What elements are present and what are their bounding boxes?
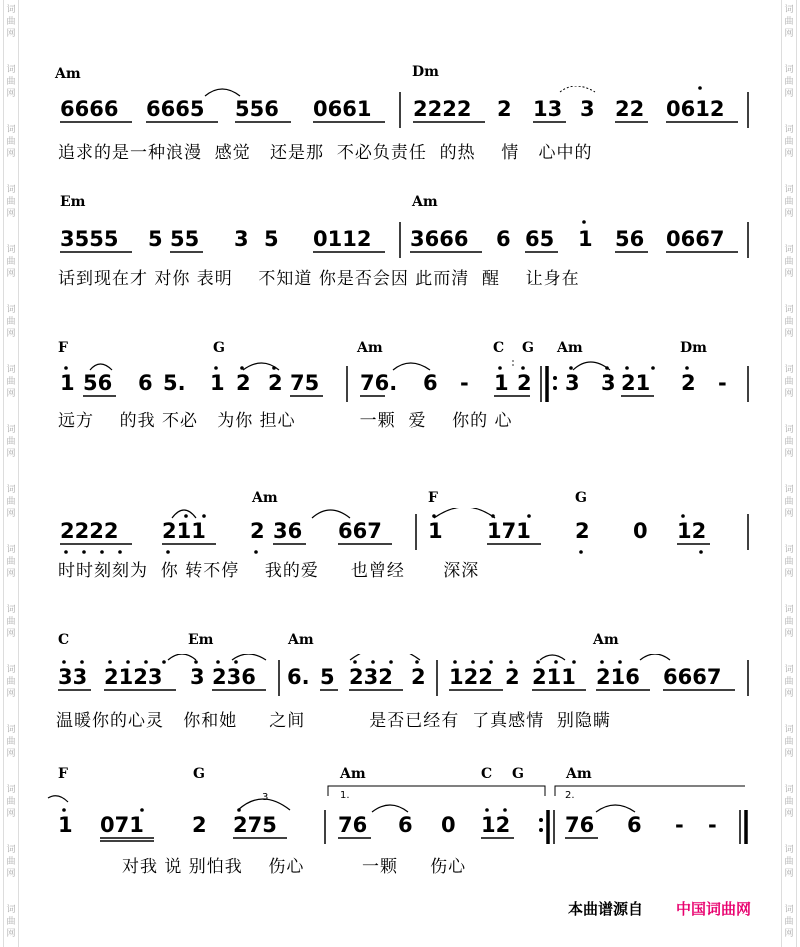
svg-text:0: 0 bbox=[441, 813, 456, 837]
chord-symbol: C bbox=[58, 632, 70, 648]
svg-text:071: 071 bbox=[100, 813, 144, 837]
svg-text:36: 36 bbox=[273, 519, 303, 543]
watermark-text: 词 曲 网 bbox=[784, 425, 794, 459]
svg-text:55: 55 bbox=[170, 227, 200, 251]
notation-svg bbox=[0, 654, 800, 714]
svg-text:1: 1 bbox=[578, 227, 593, 251]
watermark-text: 词 曲 网 bbox=[784, 125, 794, 159]
svg-text:2: 2 bbox=[250, 519, 265, 543]
notation-svg bbox=[0, 86, 800, 146]
svg-text:6: 6 bbox=[138, 371, 153, 395]
chord-symbol: C bbox=[493, 340, 505, 356]
watermark-text: 词 曲 网 bbox=[6, 125, 16, 159]
chord-symbol: Am bbox=[412, 194, 438, 210]
svg-text:2: 2 bbox=[505, 665, 520, 689]
numbered-notation bbox=[0, 216, 800, 276]
lyric-line: 话到现在才 对你 表明 不知道 你是否会因 此而清 醒 让身在 bbox=[58, 269, 580, 289]
svg-text:2123: 2123 bbox=[104, 665, 163, 689]
svg-text:3555: 3555 bbox=[60, 227, 119, 251]
svg-text:76: 76 bbox=[338, 813, 368, 837]
svg-text:2: 2 bbox=[681, 371, 696, 395]
watermark-text: 词 曲 网 bbox=[784, 305, 794, 339]
chord-symbol: Am bbox=[55, 66, 81, 82]
watermark-text: 词 曲 网 bbox=[784, 605, 794, 639]
svg-text:5: 5 bbox=[148, 227, 163, 251]
chord-symbol: G bbox=[213, 340, 225, 356]
watermark-text: 词 曲 网 bbox=[784, 845, 794, 879]
watermark-text: 词 曲 网 bbox=[6, 905, 16, 939]
numbered-notation bbox=[0, 654, 800, 714]
svg-text:76.: 76. bbox=[360, 371, 398, 395]
watermark-text: 词 曲 网 bbox=[784, 65, 794, 99]
lyric-line: 时时刻刻为 你 转不停 我的爱 也曾经 深深 bbox=[58, 561, 480, 581]
chord-symbol: G bbox=[193, 766, 205, 782]
svg-text:216: 216 bbox=[596, 665, 640, 689]
svg-text:6667: 6667 bbox=[663, 665, 722, 689]
svg-text:2222: 2222 bbox=[60, 519, 119, 543]
score-row-4 bbox=[0, 488, 800, 618]
svg-text:1: 1 bbox=[494, 371, 509, 395]
svg-text:-: - bbox=[718, 371, 727, 395]
chord-symbol: Am bbox=[557, 340, 583, 356]
chord-symbol: F bbox=[58, 340, 68, 356]
svg-text:0: 0 bbox=[633, 519, 648, 543]
chord-symbol: Am bbox=[288, 632, 314, 648]
svg-text:6: 6 bbox=[423, 371, 438, 395]
watermark-text: 词 曲 网 bbox=[6, 485, 16, 519]
notation-svg bbox=[0, 508, 800, 568]
chord-symbol: Am bbox=[566, 766, 592, 782]
score-row-2 bbox=[0, 192, 800, 322]
svg-text:56: 56 bbox=[615, 227, 645, 251]
watermark-text: 词 曲 网 bbox=[6, 665, 16, 699]
svg-text:2: 2 bbox=[192, 813, 207, 837]
numbered-notation bbox=[0, 784, 800, 844]
svg-text:12: 12 bbox=[677, 519, 707, 543]
watermark-text: 词 曲 网 bbox=[6, 185, 16, 219]
svg-text:1: 1 bbox=[58, 813, 73, 837]
watermark-text: 词 曲 网 bbox=[6, 365, 16, 399]
watermark-text: 词 曲 网 bbox=[784, 785, 794, 819]
watermark-text: 词 曲 网 bbox=[784, 5, 794, 39]
site-link[interactable]: 中国词曲网 bbox=[676, 900, 752, 918]
watermark-text: 词 曲 网 bbox=[6, 545, 16, 579]
chord-symbol: F bbox=[58, 766, 68, 782]
chord-symbol: C bbox=[481, 766, 493, 782]
svg-text:3: 3 bbox=[565, 371, 580, 395]
svg-text:2: 2 bbox=[517, 371, 532, 395]
svg-text:2: 2 bbox=[268, 371, 283, 395]
svg-text:12: 12 bbox=[481, 813, 511, 837]
svg-text:2: 2 bbox=[497, 97, 512, 121]
chord-symbol: Am bbox=[340, 766, 366, 782]
chord-symbol: G bbox=[575, 490, 587, 506]
score-row-3 bbox=[0, 338, 800, 468]
chord-symbol: Dm bbox=[680, 340, 707, 356]
svg-text:6: 6 bbox=[398, 813, 413, 837]
lyric-line: 追求的是一种浪漫 感觉 还是那 不必负责任 的热 情 心中的 bbox=[58, 143, 593, 163]
svg-text:275: 275 bbox=[233, 813, 277, 837]
svg-text:13: 13 bbox=[533, 97, 563, 121]
volta-second: 2. bbox=[565, 790, 575, 801]
svg-text:211: 211 bbox=[162, 519, 206, 543]
watermark-text: 词 曲 网 bbox=[6, 305, 16, 339]
svg-text:171: 171 bbox=[487, 519, 531, 543]
svg-text:122: 122 bbox=[449, 665, 493, 689]
score-row-5 bbox=[0, 630, 800, 760]
watermark-text: 词 曲 网 bbox=[784, 725, 794, 759]
notation-svg bbox=[0, 784, 800, 844]
chord-symbol: G bbox=[512, 766, 524, 782]
watermark-text: 词 曲 网 bbox=[6, 425, 16, 459]
numbered-notation bbox=[0, 86, 800, 146]
svg-text:3: 3 bbox=[262, 792, 269, 803]
chord-symbol: F bbox=[428, 490, 438, 506]
svg-text:-: - bbox=[675, 813, 684, 837]
svg-text:0112: 0112 bbox=[313, 227, 372, 251]
lyric-line: 温暖你的心灵 你和她 之间 是否已经有 了真感情 别隐瞒 bbox=[56, 711, 611, 731]
watermark-text: 词 曲 网 bbox=[6, 845, 16, 879]
chord-symbol: Em bbox=[188, 632, 214, 648]
chord-symbol: Am bbox=[593, 632, 619, 648]
svg-text:5: 5 bbox=[320, 665, 335, 689]
svg-text:232: 232 bbox=[349, 665, 393, 689]
svg-text:5.: 5. bbox=[163, 371, 186, 395]
svg-text:1: 1 bbox=[60, 371, 75, 395]
svg-text:0667: 0667 bbox=[666, 227, 725, 251]
watermark-text: 词 曲 网 bbox=[784, 545, 794, 579]
watermark-text: 词 曲 网 bbox=[6, 605, 16, 639]
svg-text:3: 3 bbox=[234, 227, 249, 251]
svg-text:2222: 2222 bbox=[413, 97, 472, 121]
chord-symbol: G bbox=[522, 340, 534, 356]
svg-text:6666: 6666 bbox=[60, 97, 119, 121]
svg-text:21: 21 bbox=[621, 371, 651, 395]
score-row-6 bbox=[0, 762, 800, 892]
watermark-text: 词 曲 网 bbox=[784, 365, 794, 399]
svg-text:667: 667 bbox=[338, 519, 382, 543]
svg-text:1: 1 bbox=[428, 519, 443, 543]
svg-text:56: 56 bbox=[83, 371, 113, 395]
svg-text:236: 236 bbox=[212, 665, 256, 689]
svg-text:33: 33 bbox=[58, 665, 88, 689]
svg-text:22: 22 bbox=[615, 97, 645, 121]
chord-symbol: Dm bbox=[412, 64, 439, 80]
svg-text:211: 211 bbox=[532, 665, 576, 689]
watermark-text: 词 曲 网 bbox=[784, 905, 794, 939]
svg-text:6: 6 bbox=[627, 813, 642, 837]
svg-text:556: 556 bbox=[235, 97, 279, 121]
svg-text:6.: 6. bbox=[287, 665, 310, 689]
score-row-1 bbox=[0, 62, 800, 192]
watermark-text: 词 曲 网 bbox=[6, 245, 16, 279]
svg-text:6665: 6665 bbox=[146, 97, 205, 121]
svg-text:3: 3 bbox=[601, 371, 616, 395]
numbered-notation bbox=[0, 508, 800, 568]
source-label: 本曲谱源自 bbox=[568, 900, 644, 918]
svg-text:1: 1 bbox=[210, 371, 225, 395]
watermark-text: 词 曲 网 bbox=[6, 785, 16, 819]
notation-svg bbox=[0, 216, 800, 276]
svg-text:6: 6 bbox=[496, 227, 511, 251]
svg-text:3: 3 bbox=[190, 665, 205, 689]
volta-first: 1. bbox=[340, 790, 350, 801]
svg-text:65: 65 bbox=[525, 227, 555, 251]
watermark-text: 词 曲 网 bbox=[784, 185, 794, 219]
svg-text:0661: 0661 bbox=[313, 97, 372, 121]
svg-text:-: - bbox=[708, 813, 717, 837]
svg-text:75: 75 bbox=[290, 371, 320, 395]
chord-symbol: Am bbox=[252, 490, 278, 506]
watermark-text: 词 曲 网 bbox=[6, 65, 16, 99]
svg-text:3666: 3666 bbox=[410, 227, 469, 251]
lyric-line: 远方 的我 不必 为你 担心 一颗 爱 你的 心 bbox=[58, 411, 513, 431]
chord-symbol: Am bbox=[357, 340, 383, 356]
watermark-text: 词 曲 网 bbox=[6, 725, 16, 759]
svg-text:76: 76 bbox=[565, 813, 595, 837]
svg-text:2: 2 bbox=[575, 519, 590, 543]
svg-text:3: 3 bbox=[580, 97, 595, 121]
chord-symbol: Em bbox=[60, 194, 86, 210]
svg-text:-: - bbox=[460, 371, 469, 395]
watermark-text: 词 曲 网 bbox=[6, 5, 16, 39]
svg-text:0612: 0612 bbox=[666, 97, 725, 121]
watermark-text: 词 曲 网 bbox=[784, 245, 794, 279]
svg-text:5: 5 bbox=[264, 227, 279, 251]
watermark-text: 词 曲 网 bbox=[784, 665, 794, 699]
lyric-line: 对我 说 别怕我 伤心 一颗 伤心 bbox=[122, 857, 467, 877]
watermark-text: 词 曲 网 bbox=[784, 485, 794, 519]
svg-text:2: 2 bbox=[411, 665, 426, 689]
svg-text:2: 2 bbox=[236, 371, 251, 395]
